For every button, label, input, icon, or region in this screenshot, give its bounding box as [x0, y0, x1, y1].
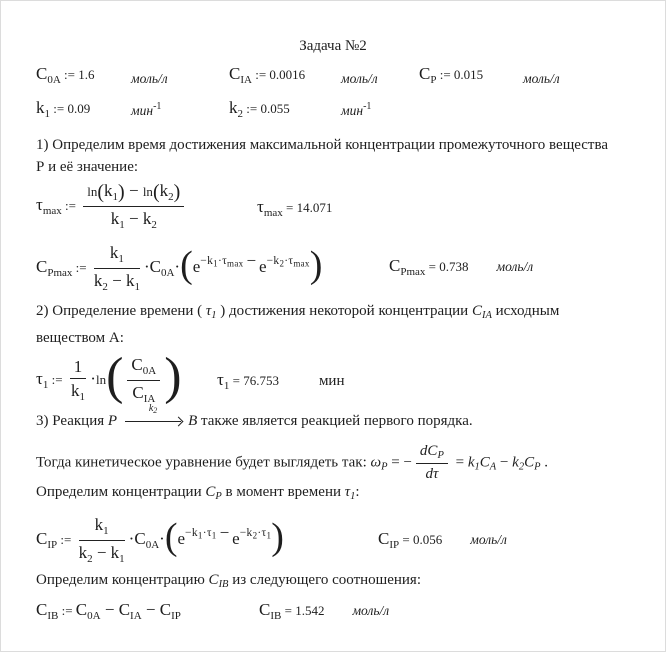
- result-tau-max: $\tau_{max} = 14.071$: [257, 197, 333, 219]
- section1-line1: 1) Определим время достижения максимальной концентрации промежуточного вещества: [36, 137, 609, 153]
- section3-line-kinetic-equation: Тогда кинетическое уравнение будет выглядеть так: $\omega_P$ = − $\frac{dC_P}{d\tau}$ = $k_1C_A - k_2C_P$ .: [36, 443, 549, 483]
- section3-line-reaction: 3) Реакция P $k_2$ B также является реакцией первого порядка.: [36, 403, 473, 429]
- given-k1-unit: мин$^{-1}$: [131, 101, 162, 118]
- given-cia-unit: моль/л: [341, 71, 378, 86]
- reaction-arrow-icon: $k_2$: [125, 413, 181, 426]
- section2-heading: [36, 300, 616, 349]
- problem-title: Задача №2: [299, 38, 367, 54]
- given-c0a: $C_{0A}$ := 1.6: [36, 64, 95, 86]
- formula-tau-max: $\tau_{max}$ := $\frac{\ln(k_1) - \ln(k_2)}{k_1 - k_2}$: [36, 180, 188, 233]
- given-k2: $k_2$ := 0.055: [229, 98, 290, 120]
- formula-c-pmax: $C_{Pmax}$ := $\frac{k_1}{k_2 - k_1}$ $\cdot C_{0A}\cdot(e^{-k_1\cdot\tau_{max}} - e^{-k_2\cdot\tau_{max}})$: [36, 243, 323, 293]
- section1-heading: [36, 134, 641, 178]
- section2-line1: 2) Определение времени ( $\tau_1$ ) достижения некоторой концентрации $C_{IA}$ исходным: [36, 303, 560, 321]
- section3-line-define-cp: Определим концентрации $C_P$ в момент времени $\tau_1$:: [36, 484, 360, 502]
- section2-line2: веществом А:: [36, 330, 124, 346]
- given-cia: $C_{IA}$ := 0.0016: [229, 64, 306, 86]
- given-cp-unit: моль/л: [523, 71, 560, 86]
- section1-line2: Р и её значение:: [36, 159, 139, 175]
- given-k1: $k_1$ := 0.09: [36, 98, 91, 120]
- result-tau-1: $\tau_1 = 76.753$ мин: [217, 370, 345, 392]
- result-c-ip: $C_{IP} = 0.056$ моль/л: [378, 529, 507, 551]
- formula-tau-1: $\tau_1$ := $\frac{1}{k_1}$ ·ln( $\frac{C_{0A}}{C_{IA}}$ ): [36, 348, 182, 406]
- formula-c-ib: $C_{IB}$ := $C_{0A} - C_{IA} - C_{IP}$: [36, 600, 181, 622]
- given-cp: $C_P$ := 0.015: [419, 64, 484, 86]
- given-c0a-unit: моль/л: [131, 71, 168, 86]
- result-c-pmax: $C_{Pmax} = 0.738$ моль/л: [389, 256, 534, 278]
- section4-line-define-cib: Определим концентрацию $C_{IB}$ из следующего соотношения:: [36, 572, 421, 590]
- result-c-ib: $C_{IB} = 1.542$ моль/л: [259, 600, 390, 622]
- given-k2-unit: мин$^{-1}$: [341, 101, 372, 118]
- formula-c-ip: $C_{IP}$ := $\frac{k_1}{k_2 - k_1}$ $\cdot C_{0A}\cdot(e^{-k_1\cdot\tau_1} - e^{-k_2\cdot\tau_1})$: [36, 515, 284, 565]
